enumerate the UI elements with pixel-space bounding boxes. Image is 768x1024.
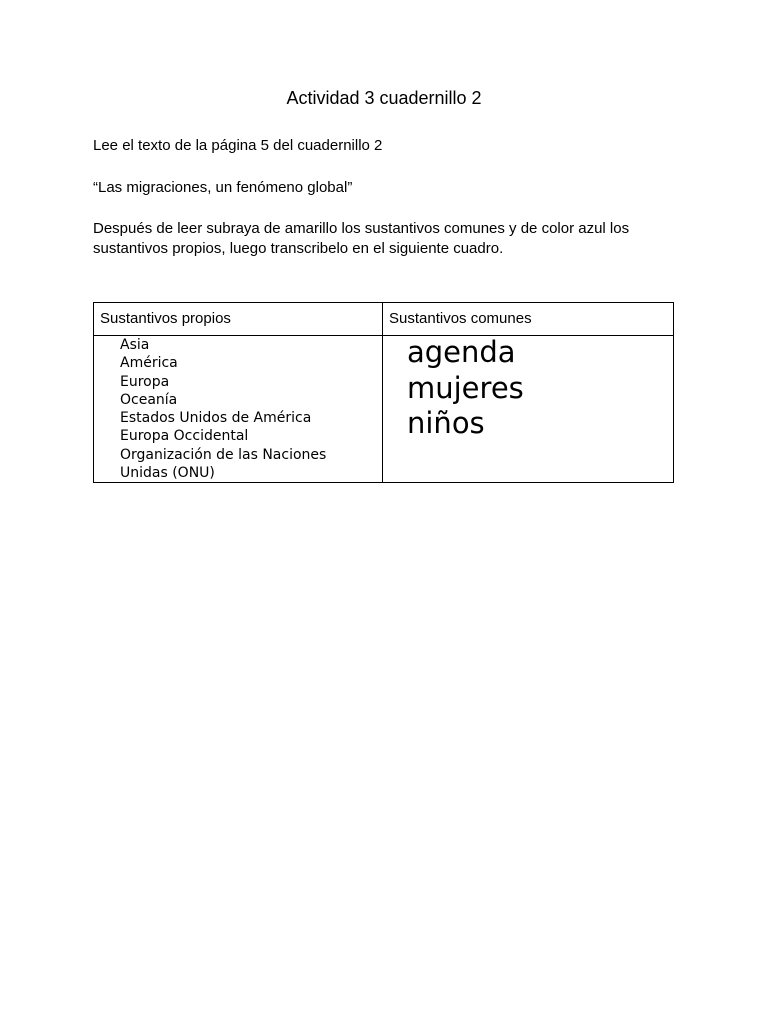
- list-item: Europa Occidental: [120, 428, 249, 445]
- comunes-list: [383, 335, 673, 442]
- table-row: [94, 336, 674, 483]
- propios-list: [94, 336, 382, 482]
- table-header-row: [94, 303, 674, 336]
- nouns-table: [93, 302, 674, 483]
- list-item: Oceanía: [120, 391, 178, 408]
- list-item: Organización de las Naciones: [120, 446, 327, 463]
- page-title: Actividad 3 cuadernillo 2: [286, 88, 482, 108]
- header-sustantivos-propios: Sustantivos propios: [94, 303, 383, 336]
- list-item: Asia: [120, 337, 150, 353]
- text-title-quote: “Las migraciones, un fenómeno global”: [93, 179, 353, 196]
- propios-cell: [94, 336, 383, 483]
- list-item: agenda: [407, 335, 516, 369]
- instruction-read-text: Lee el texto de la página 5 del cuadernillo 2: [93, 137, 383, 154]
- list-item: Unidas (ONU): [120, 465, 215, 482]
- instruction-underline: Después de leer subraya de amarillo los sustantivos comunes y de color azul los sustantivos propios, luego transcribelo en el siguiente cuadro.: [93, 220, 630, 257]
- comunes-cell: [383, 336, 674, 483]
- list-item: Estados Unidos de América: [120, 410, 312, 427]
- list-item: niños: [407, 406, 485, 440]
- list-item: mujeres: [407, 370, 524, 405]
- list-item: Europa: [120, 373, 170, 390]
- list-item: América: [120, 355, 178, 372]
- header-sustantivos-comunes: Sustantivos comunes: [383, 303, 674, 336]
